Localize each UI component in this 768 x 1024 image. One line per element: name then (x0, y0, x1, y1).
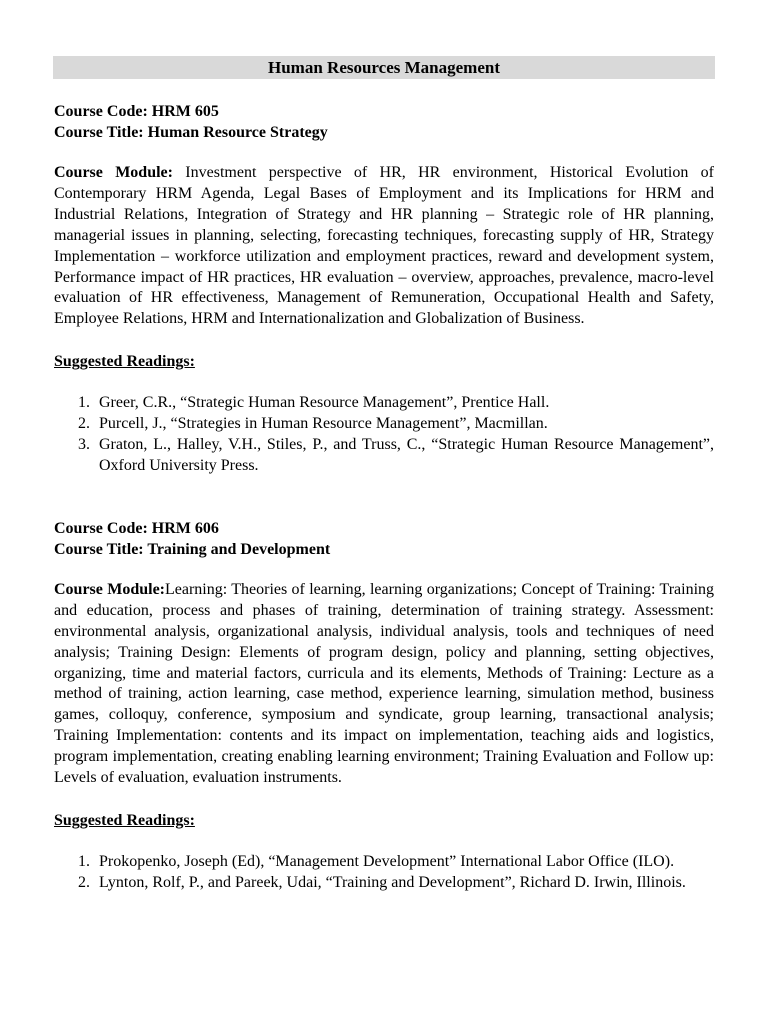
course-module-text: Investment perspective of HR, HR environment, Historical Evolution of Contemporary HRM Agenda, Legal Bases of Employment and its Implications for HRM and Industrial Relations, Integration of Strategy and HR planning – Strategic role of HR planning, managerial issues in planning, selecting, forecasting techniques, forecasting supply of HR, Strategy Implementation – workforce utilization and employment practices, reward and development system, Performance impact of HR practices, HR evaluation – overview, approaches, prevalence, macro-level evaluation of HR effectiveness, Management of Remuneration, Occupational Health and Safety, Employee Relations, HRM and Internationalization and Globalization of Business. (54, 164, 715, 328)
list-item (54, 435, 714, 477)
course-module-label: Course Module: (54, 580, 165, 598)
list-item-text: Purcell, J., “Strategies in Human Resource Management”, Macmillan. (99, 415, 548, 433)
course-title: Course Title: Training and Development (54, 540, 331, 558)
list-item-number: 3. (78, 436, 90, 454)
list-item (54, 873, 714, 894)
page-title: Human Resources Management (53, 56, 715, 79)
course-module (54, 163, 714, 330)
course-code: Course Code: HRM 606 (54, 519, 219, 537)
course-title: Course Title: Human Resource Strategy (54, 124, 328, 141)
list-item-text: Greer, C.R., “Strategic Human Resource Management”, Prentice Hall. (99, 394, 550, 412)
suggested-readings-heading: Suggested Readings: (54, 811, 195, 829)
list-item-number: 2. (78, 415, 90, 433)
list-item-number: 1. (78, 852, 90, 870)
list-item-text: Lynton, Rolf, P., and Pareek, Udai, “Training and Development”, Richard D. Irwin, Illinois. (99, 873, 686, 891)
course-section-hrm-605 (54, 101, 714, 477)
course-module-label: Course Module: (54, 164, 173, 181)
list-item-text: Prokopenko, Joseph (Ed), “Management Development” International Labor Office (ILO). (99, 852, 675, 870)
course-module-text: Learning: Theories of learning, learning organizations; Concept of Training: Training and education, process and phases of training, determination of training strategy. Assessment: environmental analysis, organizational analysis, individual analysis, tools and techniques of need analysis; Training Design: Elements of program design, policy and planning, setting objectives, organizing, time and material factors, curricula and its elements, Methods of Training: Lecture as a method of training, action learning, case method, experience learning, simulation method, business games, colloquy, conference, symposium and syndicate, group learning, transactional analysis; Training Implementation: contents and its impact on implementation, teaching aids and logistics, program implementation, creating enabling learning environment; Training Evaluation and Follow up: Levels of evaluation, evaluation instruments. (54, 580, 715, 787)
list-item-number: 2. (78, 873, 90, 891)
readings-list (54, 852, 714, 894)
list-item-text: Graton, L., Halley, V.H., Stiles, P., and Truss, C., “Strategic Human Resource Management”, Oxford University Press. (99, 436, 714, 474)
list-item-number: 1. (78, 394, 90, 412)
course-code: Course Code: HRM 605 (54, 103, 219, 120)
list-item (54, 393, 714, 414)
list-item (54, 852, 714, 873)
course-module (54, 580, 714, 789)
suggested-readings-heading: Suggested Readings: (54, 353, 195, 371)
document-page (54, 56, 714, 894)
readings-list (54, 393, 714, 477)
list-item (54, 414, 714, 435)
course-section-hrm-606 (54, 518, 714, 894)
